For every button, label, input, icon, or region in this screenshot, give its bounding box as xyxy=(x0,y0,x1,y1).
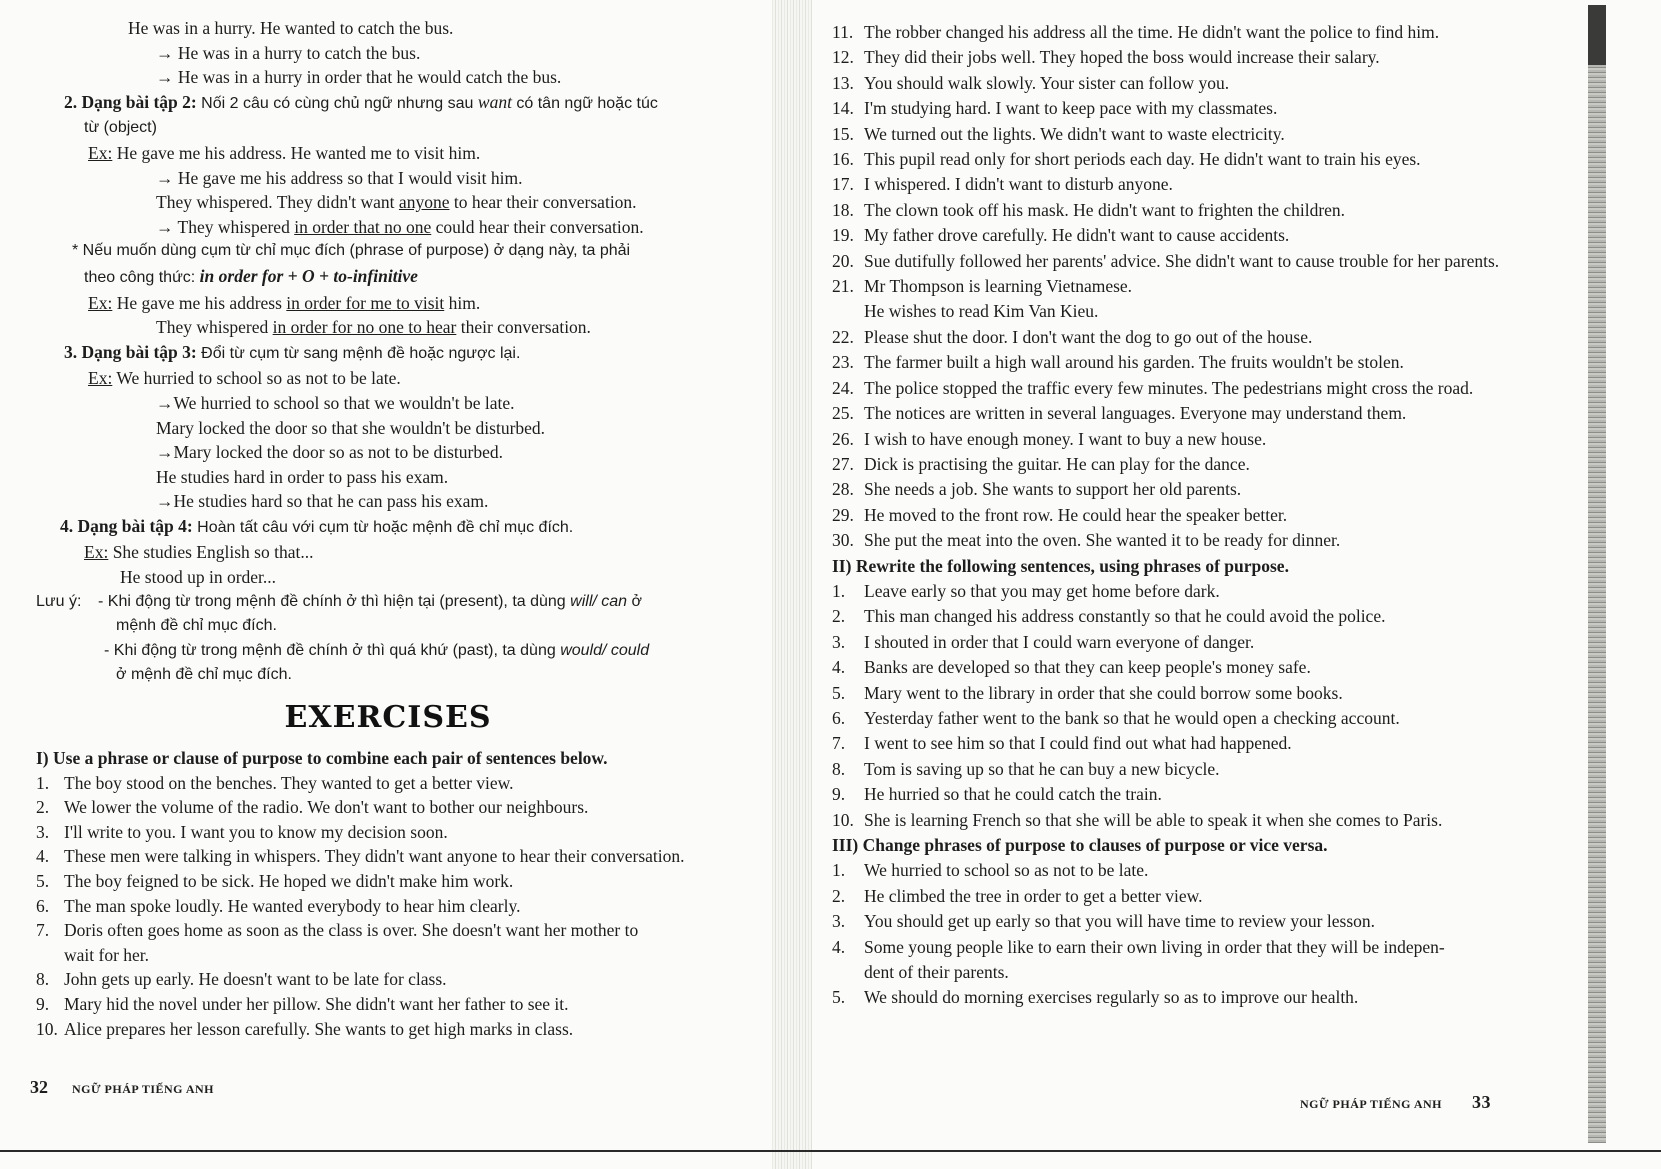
item-number: 1. xyxy=(832,860,846,881)
item-text: Mary hid the novel under her pillow. She didn't want her father to see it. xyxy=(64,993,569,1014)
item-number: 15. xyxy=(832,123,854,144)
item-text: We turned out the lights. We didn't want to waste electricity. xyxy=(864,123,1285,144)
item-number: 29. xyxy=(832,504,854,525)
item-number: 16. xyxy=(832,149,854,170)
item-number: 14. xyxy=(832,98,854,119)
item-number: 30. xyxy=(832,530,854,551)
item-text: She put the meat into the oven. She wanted it to be ready for dinner. xyxy=(864,530,1341,551)
item-number: 19. xyxy=(832,225,854,246)
exercise-item xyxy=(832,579,1601,604)
item-text: I went to see him so that I could find out what had happened. xyxy=(864,733,1292,754)
exercise-2-list xyxy=(832,579,1601,833)
type2-heading: 2. Dạng bài tập 2: Nối 2 câu có cùng chủ ngữ nhưng sau want có tân ngữ hoặc túc xyxy=(64,91,658,112)
exercise-item xyxy=(832,325,1601,350)
item-number: 8. xyxy=(36,969,50,990)
exercise-item xyxy=(832,757,1601,782)
exercises-heading: EXERCISES xyxy=(284,700,492,736)
exercise-item xyxy=(832,223,1601,248)
item-number: 24. xyxy=(832,377,854,398)
item-text: The notices are written in several languages. Everyone may understand them. xyxy=(864,403,1407,424)
type2-example: Ex: He gave me his address in order for me to visit him. xyxy=(88,292,481,313)
type3-example: Ex: We hurried to school so as not to be late. xyxy=(88,368,401,389)
item-number: 3. xyxy=(832,631,846,652)
item-text: We lower the volume of the radio. We don't want to bother our neighbours. xyxy=(64,797,589,818)
type2-example: → He gave me his address so that I would visit him. xyxy=(156,167,523,188)
exercise-item xyxy=(832,299,1601,324)
running-footer: NGỮ PHÁP TIẾNG ANH xyxy=(72,1082,215,1096)
item-text: Some young people like to earn their own living in order that they will be indepen- xyxy=(864,936,1445,957)
note-line: ở mệnh đề chỉ mục đích. xyxy=(116,666,292,684)
item-text: They did their jobs well. They hoped the boss would increase their salary. xyxy=(864,47,1380,68)
exercise-3-list xyxy=(832,858,1601,1010)
item-number: 27. xyxy=(832,453,854,474)
item-number: 18. xyxy=(832,199,854,220)
item-number: 5. xyxy=(832,987,846,1008)
exercise-item xyxy=(832,147,1601,172)
item-text: She needs a job. She wants to support her old parents. xyxy=(864,479,1242,500)
intro-line: → He was in a hurry in order that he would catch the bus. xyxy=(156,67,562,88)
type3-example: →Mary locked the door so as not to be disturbed. xyxy=(156,442,504,463)
running-footer: NGỮ PHÁP TIẾNG ANH xyxy=(1300,1097,1443,1111)
type2-example: They whispered. They didn't want anyone to hear their conversation. xyxy=(156,192,637,213)
item-number: 10. xyxy=(832,809,854,830)
exercise-item xyxy=(832,172,1601,197)
item-number: 2. xyxy=(832,606,846,627)
item-text: My father drove carefully. He didn't want to cause accidents. xyxy=(864,225,1290,246)
item-text: Yesterday father went to the bank so that he would open a checking account. xyxy=(864,707,1400,728)
type2-example: → They whispered in order that no one could hear their conversation. xyxy=(156,216,644,237)
type3-example: He studies hard in order to pass his exam. xyxy=(156,466,449,487)
right-page xyxy=(780,0,1661,1169)
item-text: Mary went to the library in order that she could borrow some books. xyxy=(864,682,1343,703)
item-text: Banks are developed so that they can keep people's money safe. xyxy=(864,657,1311,678)
item-text: Doris often goes home as soon as the class is over. She doesn't want her mother to xyxy=(64,920,639,941)
item-text: John gets up early. He doesn't want to be late for class. xyxy=(64,969,447,990)
type2-note: theo công thức: in order for + O + to-infinitive xyxy=(84,265,418,286)
type4-example: Ex: She studies English so that... xyxy=(84,542,314,563)
item-number: 2. xyxy=(36,797,50,818)
item-text: The boy feigned to be sick. He hoped we didn't make him work. xyxy=(64,871,514,891)
note-line: - Khi động từ trong mệnh đề chính ở thì quá khứ (past), ta dùng would/ could xyxy=(104,641,650,659)
item-number: 2. xyxy=(832,885,846,906)
item-text: You should get up early so that you will have time to review your lesson. xyxy=(864,911,1376,932)
exercise-item xyxy=(832,376,1601,401)
item-number: 12. xyxy=(832,47,854,68)
type2-example: They whispered in order for no one to hear their conversation. xyxy=(156,317,591,338)
item-text: The farmer built a high wall around his garden. The fruits wouldn't be stolen. xyxy=(864,352,1404,373)
exercise-item xyxy=(832,960,1601,985)
item-text: This pupil read only for short periods each day. He didn't want to train his eyes. xyxy=(864,149,1421,170)
item-text: He hurried so that he could catch the train. xyxy=(864,784,1162,805)
item-text: Please shut the door. I don't want the dog to go out of the house. xyxy=(864,326,1313,347)
exercise-item xyxy=(36,820,740,845)
type3-example: Mary locked the door so that she wouldn't be disturbed. xyxy=(156,417,546,438)
left-page xyxy=(0,0,780,1169)
exercise-item xyxy=(832,706,1601,731)
exercise-3-title: III) Change phrases of purpose to clauses of purpose or vice versa. xyxy=(832,835,1328,855)
page-number: 32 xyxy=(30,1077,48,1097)
item-text: He moved to the front row. He could hear the speaker better. xyxy=(864,504,1288,525)
item-text: The clown took off his mask. He didn't want to frighten the children. xyxy=(864,199,1346,220)
item-number: 13. xyxy=(832,72,854,93)
item-number: 10. xyxy=(36,1018,58,1039)
page-footer-left xyxy=(30,1075,214,1102)
item-text: I'm studying hard. I want to keep pace with my classmates. xyxy=(864,98,1278,119)
item-text: Leave early so that you may get home before dark. xyxy=(864,580,1220,601)
exercise-item xyxy=(36,771,740,796)
exercise-item xyxy=(832,681,1601,706)
item-text: Sue dutifully followed her parents' advice. She didn't want to cause trouble for her parents. xyxy=(864,250,1500,271)
exercise-item xyxy=(832,503,1601,528)
item-number: 17. xyxy=(832,174,854,195)
item-number: 11. xyxy=(832,22,854,42)
exercise-item xyxy=(832,909,1601,934)
type4-example: He stood up in order... xyxy=(120,567,277,588)
item-number: 4. xyxy=(832,936,846,957)
page-footer-right xyxy=(1300,1092,1491,1113)
item-text: The police stopped the traffic every few minutes. The pedestrians might cross the road. xyxy=(864,377,1474,398)
item-number: 28. xyxy=(832,479,854,500)
exercise-item xyxy=(832,274,1601,299)
exercise-item xyxy=(832,731,1601,756)
item-text: The robber changed his address all the time. He didn't want the police to find him. xyxy=(864,22,1440,42)
exercise-item xyxy=(832,630,1601,655)
item-number: 6. xyxy=(832,707,846,728)
item-number: 4. xyxy=(832,657,846,678)
item-text: I wish to have enough money. I want to buy a new house. xyxy=(864,428,1267,449)
item-text: He climbed the tree in order to get a better view. xyxy=(864,885,1203,906)
exercise-1-list xyxy=(36,771,740,1042)
item-text: Mr Thompson is learning Vietnamese. xyxy=(864,276,1133,297)
item-text: We should do morning exercises regularly so as to improve our health. xyxy=(864,987,1359,1008)
scan-bottom-edge xyxy=(0,1150,1661,1152)
item-text: Tom is saving up so that he can buy a new bicycle. xyxy=(864,758,1220,779)
item-text: The boy stood on the benches. They wanted to get a better view. xyxy=(64,772,514,793)
item-number: 1. xyxy=(832,580,846,601)
item-text: I shouted in order that I could warn everyone of danger. xyxy=(864,631,1255,652)
exercise-item xyxy=(832,782,1601,807)
intro-line: He was in a hurry. He wanted to catch the bus. xyxy=(128,18,454,38)
exercise-item xyxy=(832,528,1601,553)
exercise-item xyxy=(36,1017,740,1042)
item-text: The man spoke loudly. He wanted everybody to hear him clearly. xyxy=(64,895,521,916)
item-text: I whispered. I didn't want to disturb anyone. xyxy=(864,174,1173,195)
item-text: I'll write to you. I want you to know my decision soon. xyxy=(64,821,448,842)
type3-example: →We hurried to school so that we wouldn't be late. xyxy=(156,392,515,413)
exercise-item xyxy=(832,935,1601,960)
exercise-item xyxy=(832,427,1601,452)
exercise-item xyxy=(36,943,740,968)
intro-line: → He was in a hurry to catch the bus. xyxy=(156,42,421,63)
item-number: 5. xyxy=(832,682,846,703)
exercise-item xyxy=(36,869,740,894)
item-number: 7. xyxy=(36,920,50,941)
item-number: 26. xyxy=(832,428,854,449)
item-text: wait for her. xyxy=(64,944,150,965)
item-number: 20. xyxy=(832,250,854,271)
type2-desc: từ (object) xyxy=(84,119,157,137)
item-number: 9. xyxy=(832,784,846,805)
exercise-1-title: I) Use a phrase or clause of purpose to combine each pair of sentences below. xyxy=(36,748,608,769)
type3-heading: 3. Dạng bài tập 3: Đổi từ cụm từ sang mệnh đề hoặc ngược lại. xyxy=(64,341,521,362)
page-number: 33 xyxy=(1472,1092,1492,1112)
exercise-item xyxy=(36,967,740,992)
exercise-item xyxy=(832,808,1601,833)
exercise-item xyxy=(832,122,1601,147)
exercise-item xyxy=(832,198,1601,223)
exercise-item xyxy=(832,401,1601,426)
item-number: 25. xyxy=(832,403,854,424)
item-text: This man changed his address constantly so that he could avoid the police. xyxy=(864,606,1386,627)
exercise-item xyxy=(832,20,1601,45)
item-number: 22. xyxy=(832,326,854,347)
exercise-item xyxy=(36,844,740,869)
type2-note: * Nếu muốn dùng cụm từ chỉ mục đích (phrase of purpose) ở dạng này, ta phải xyxy=(72,242,631,260)
item-number: 1. xyxy=(36,772,50,793)
item-number: 3. xyxy=(36,821,50,842)
item-text: Alice prepares her lesson carefully. She wants to get high marks in class. xyxy=(64,1018,574,1039)
item-number: 21. xyxy=(832,276,854,297)
exercise-item xyxy=(832,604,1601,629)
item-text: dent of their parents. xyxy=(864,962,1009,983)
item-number: 23. xyxy=(832,352,854,373)
exercise-item xyxy=(36,992,740,1017)
note-line: Lưu ý: - Khi động từ trong mệnh đề chính ở thì hiện tại (present), ta dùng will/ can ở xyxy=(36,592,642,610)
exercise-1-list-continued xyxy=(832,20,1601,554)
item-text: We hurried to school so as not to be late. xyxy=(864,860,1149,881)
item-number: 8. xyxy=(832,758,846,779)
exercise-item xyxy=(832,477,1601,502)
exercise-item xyxy=(832,96,1601,121)
exercise-item xyxy=(36,918,740,943)
exercise-item xyxy=(832,45,1601,70)
exercise-item xyxy=(36,795,740,820)
exercise-item xyxy=(832,858,1601,883)
exercise-item xyxy=(832,350,1601,375)
item-text: Dick is practising the guitar. He can play for the dance. xyxy=(864,453,1250,474)
item-number: 4. xyxy=(36,846,50,867)
type4-heading: 4. Dạng bài tập 4: Hoàn tất câu với cụm từ hoặc mệnh đề chỉ mục đích. xyxy=(60,515,574,536)
exercise-item xyxy=(832,655,1601,680)
item-number: 3. xyxy=(832,911,846,932)
exercise-item xyxy=(36,894,740,919)
item-number: 5. xyxy=(36,871,50,891)
item-text: You should walk slowly. Your sister can follow you. xyxy=(864,72,1230,93)
item-text: These men were talking in whispers. They didn't want anyone to hear their conversation. xyxy=(64,846,685,867)
exercise-item xyxy=(832,452,1601,477)
exercise-item xyxy=(832,71,1601,96)
exercise-item xyxy=(832,985,1601,1010)
item-text: He wishes to read Kim Van Kieu. xyxy=(864,301,1099,322)
exercise-item xyxy=(832,884,1601,909)
type3-example: →He studies hard so that he can pass his exam. xyxy=(156,491,489,512)
item-number: 7. xyxy=(832,733,846,754)
item-text: She is learning French so that she will be able to speak it when she comes to Paris. xyxy=(864,809,1443,830)
note-line: mệnh đề chỉ mục đích. xyxy=(116,617,277,635)
exercise-2-title: II) Rewrite the following sentences, using phrases of purpose. xyxy=(832,555,1289,576)
item-number: 6. xyxy=(36,895,50,916)
exercise-item xyxy=(832,249,1601,274)
item-number: 9. xyxy=(36,993,50,1014)
type2-example: Ex: He gave me his address. He wanted me to visit him. xyxy=(88,142,481,163)
